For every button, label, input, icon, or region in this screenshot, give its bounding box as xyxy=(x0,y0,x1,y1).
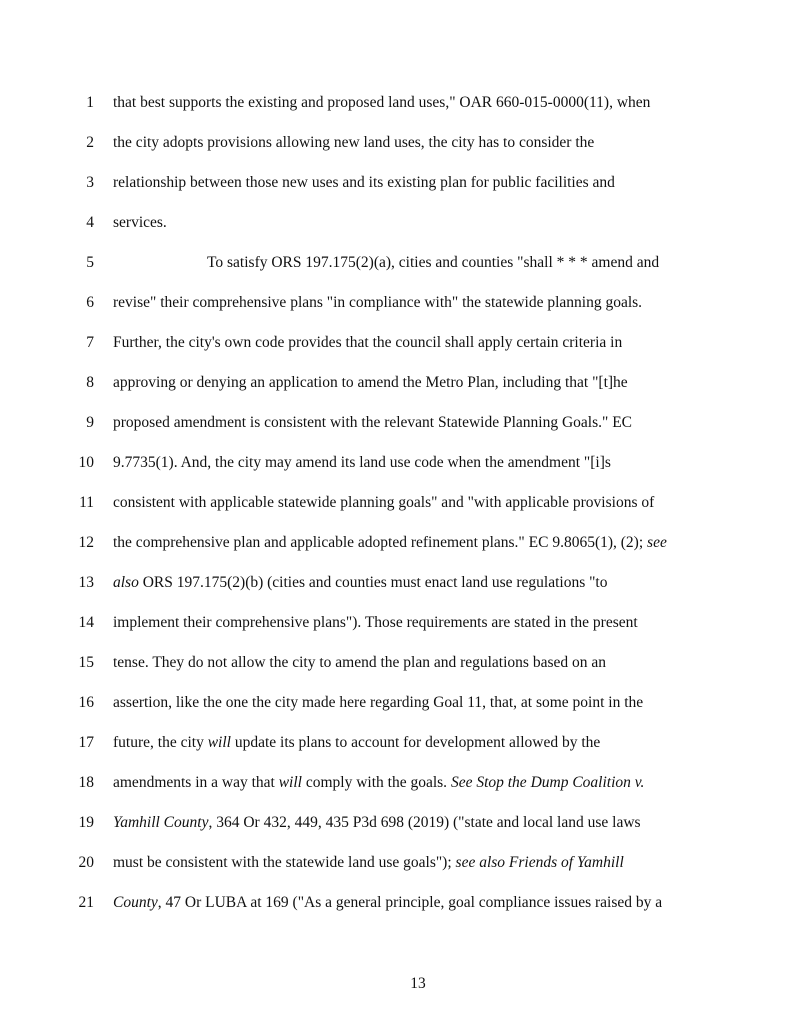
line-number: 21 xyxy=(78,894,94,911)
line-text xyxy=(113,213,167,233)
text-segment: ORS 197.175(2)(b) (cities and counties must enact land use regulations "to xyxy=(138,574,608,591)
text-segment: future, the city xyxy=(113,734,208,751)
line-number: 4 xyxy=(86,214,94,231)
line-number: 11 xyxy=(79,494,94,511)
italic-text-segment: Yamhill County xyxy=(113,814,209,831)
line-number: 8 xyxy=(86,374,94,391)
text-segment: implement their comprehensive plans"). Those requirements are stated in the present xyxy=(113,614,638,631)
line-number: 6 xyxy=(86,294,94,311)
line-text xyxy=(113,773,644,793)
text-line xyxy=(0,93,800,133)
line-number: 17 xyxy=(78,734,94,751)
line-text xyxy=(113,813,641,833)
text-segment: tense. They do not allow the city to amend the plan and regulations based on an xyxy=(113,654,607,671)
line-number: 20 xyxy=(78,854,94,871)
text-line xyxy=(0,853,800,893)
text-segment: comply with the goals. xyxy=(301,774,451,791)
text-line xyxy=(0,213,800,253)
line-text xyxy=(113,693,643,713)
text-line xyxy=(0,493,800,533)
line-text xyxy=(113,613,638,633)
line-number: 12 xyxy=(78,534,94,551)
text-segment: proposed amendment is consistent with the relevant Statewide Planning Goals." EC xyxy=(113,414,633,431)
text-line xyxy=(0,893,800,933)
italic-text-segment: will xyxy=(278,774,302,791)
text-segment: Further, the city's own code provides that the council shall apply certain criteria in xyxy=(113,334,623,351)
text-line xyxy=(0,133,800,173)
italic-text-segment: also xyxy=(113,574,139,591)
italic-text-segment: see xyxy=(647,534,667,551)
line-text xyxy=(113,733,600,753)
line-text xyxy=(113,453,611,473)
text-segment: revise" their comprehensive plans "in compliance with" the statewide planning goals. xyxy=(113,294,643,311)
line-number: 1 xyxy=(86,94,94,111)
italic-text-segment: see also Friends of Yamhill xyxy=(455,854,624,871)
page-number: 13 xyxy=(410,975,426,992)
text-line xyxy=(0,173,800,213)
text-segment: the comprehensive plan and applicable adopted refinement plans." EC 9.8065(1), (2); xyxy=(113,534,648,551)
text-segment: , 364 Or 432, 449, 435 P3d 698 (2019) ("state and local land use laws xyxy=(208,814,641,831)
italic-text-segment: will xyxy=(207,734,231,751)
text-segment: consistent with applicable statewide planning goals" and "with applicable provisions of xyxy=(113,494,655,511)
line-text xyxy=(207,253,659,273)
text-line xyxy=(0,733,800,773)
text-line xyxy=(0,253,800,293)
italic-text-segment: County xyxy=(113,894,158,911)
text-line xyxy=(0,573,800,613)
line-number: 3 xyxy=(86,174,94,191)
line-number: 7 xyxy=(86,334,94,351)
text-segment: must be consistent with the statewide land use goals"); xyxy=(113,854,456,871)
text-line xyxy=(0,653,800,693)
text-line xyxy=(0,533,800,573)
text-segment: amendments in a way that xyxy=(113,774,279,791)
line-number: 10 xyxy=(78,454,94,471)
text-segment: services. xyxy=(113,214,167,231)
text-segment: update its plans to account for development allowed by the xyxy=(230,734,601,751)
line-number: 18 xyxy=(78,774,94,791)
line-text xyxy=(113,573,608,593)
line-text xyxy=(113,173,615,193)
line-number: 13 xyxy=(78,574,94,591)
line-number: 16 xyxy=(78,694,94,711)
line-number: 15 xyxy=(78,654,94,671)
text-segment: that best supports the existing and proposed land uses," OAR 660-015-0000(11), when xyxy=(113,94,651,111)
line-text xyxy=(113,133,594,153)
text-line xyxy=(0,773,800,813)
line-text xyxy=(113,93,650,113)
text-segment: the city adopts provisions allowing new land uses, the city has to consider the xyxy=(113,134,595,151)
text-line xyxy=(0,413,800,453)
line-text xyxy=(113,493,654,513)
text-line xyxy=(0,813,800,853)
line-text xyxy=(113,853,624,873)
text-segment: approving or denying an application to amend the Metro Plan, including that "[t]he xyxy=(113,374,628,391)
text-segment: 9.7735(1). And, the city may amend its land use code when the amendment "[i]s xyxy=(113,454,611,471)
text-line xyxy=(0,613,800,653)
text-line xyxy=(0,373,800,413)
line-text xyxy=(113,373,628,393)
line-number: 5 xyxy=(86,254,94,271)
text-segment: , 47 Or LUBA at 169 ("As a general principle, goal compliance issues raised by a xyxy=(157,894,663,911)
line-number: 14 xyxy=(78,614,94,631)
line-text xyxy=(113,413,632,433)
line-text xyxy=(113,533,667,553)
line-number: 2 xyxy=(86,134,94,151)
text-segment: assertion, like the one the city made here regarding Goal 11, that, at some point in the xyxy=(113,694,644,711)
italic-text-segment: See Stop the Dump Coalition v. xyxy=(450,774,645,791)
text-line xyxy=(0,453,800,493)
line-text xyxy=(113,893,662,913)
line-number: 19 xyxy=(78,814,94,831)
line-text xyxy=(113,293,642,313)
text-line xyxy=(0,293,800,333)
text-segment: relationship between those new uses and its existing plan for public facilities and xyxy=(113,174,615,191)
text-line xyxy=(0,333,800,373)
line-number: 9 xyxy=(86,414,94,431)
line-text xyxy=(113,333,622,353)
text-segment: To satisfy ORS 197.175(2)(a), cities and counties "shall * * * amend and xyxy=(207,254,660,271)
line-text xyxy=(113,653,606,673)
text-line xyxy=(0,693,800,733)
